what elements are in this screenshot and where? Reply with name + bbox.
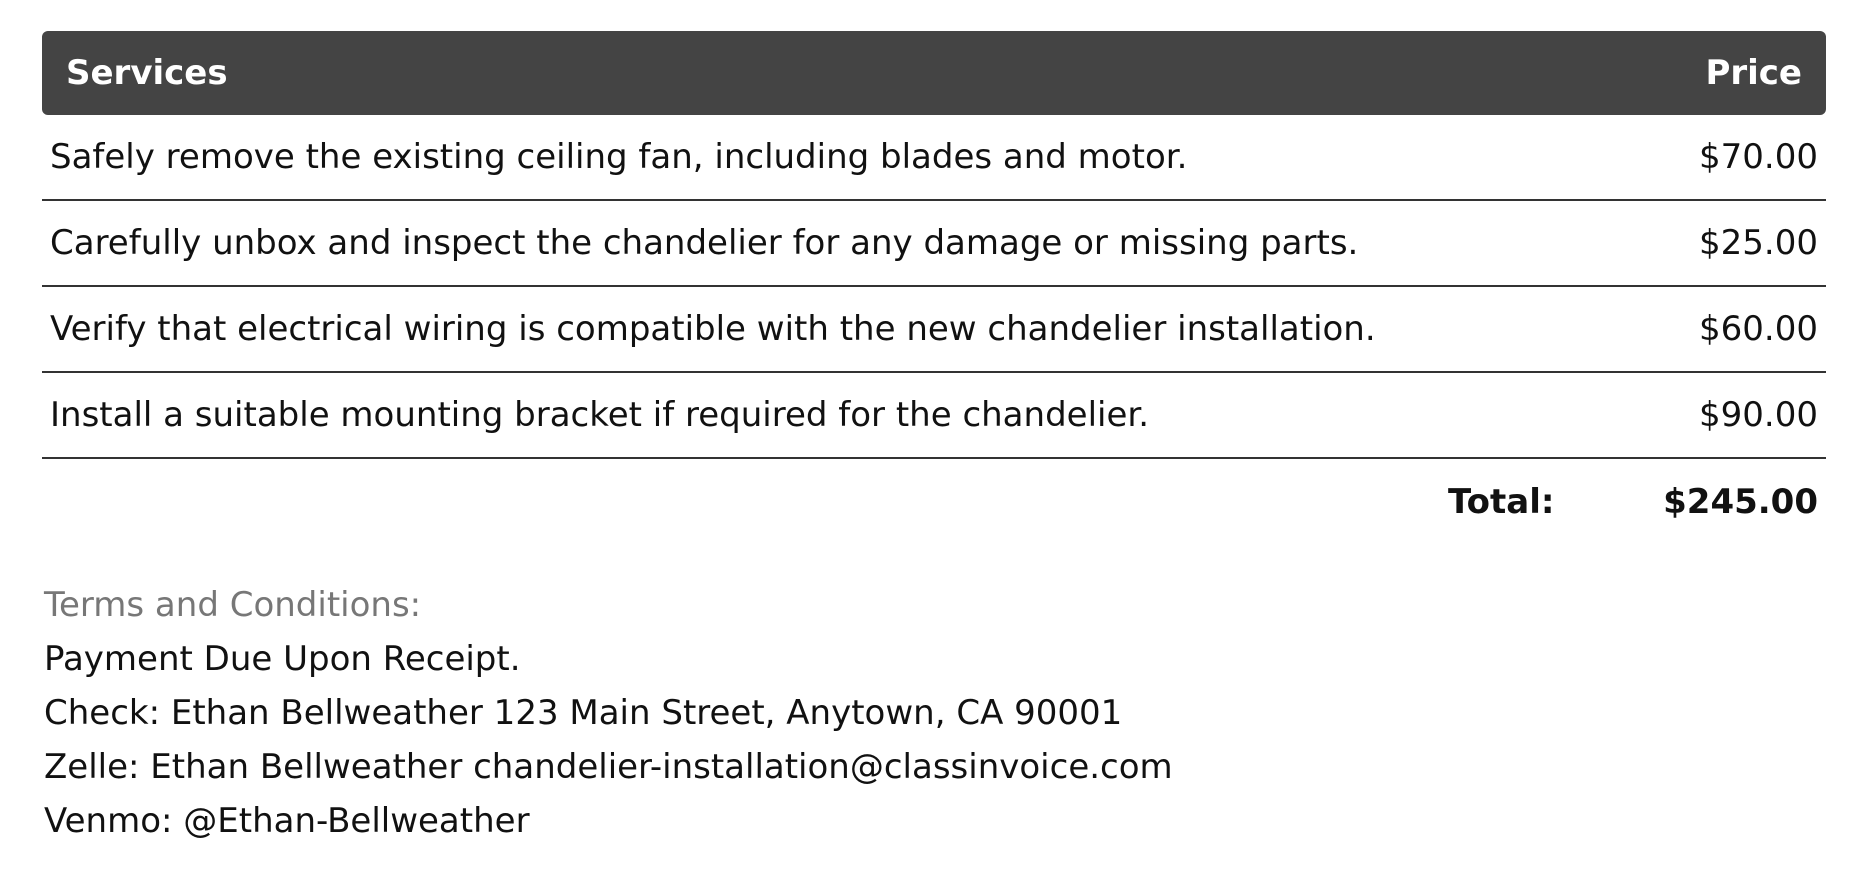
terms-section (44, 578, 1173, 848)
service-price: $70.00 (1699, 137, 1818, 177)
table-row (42, 287, 1826, 373)
table-row (42, 115, 1826, 201)
service-description: Verify that electrical wiring is compatible with the new chandelier installation. (50, 309, 1376, 349)
service-price: $60.00 (1699, 309, 1818, 349)
service-description: Install a suitable mounting bracket if required for the chandelier. (50, 395, 1150, 435)
table-row (42, 373, 1826, 459)
terms-payment-line: Payment Due Upon Receipt. (44, 639, 521, 679)
total-label: Total: (1448, 482, 1555, 522)
service-price: $25.00 (1699, 223, 1818, 263)
total-row (42, 459, 1826, 545)
services-column-header: Services (66, 53, 228, 93)
total-value: $245.00 (1663, 482, 1818, 522)
table-header (42, 31, 1826, 115)
service-description: Safely remove the existing ceiling fan, including blades and motor. (50, 137, 1188, 177)
price-column-header: Price (1705, 53, 1802, 93)
terms-venmo-line: Venmo: @Ethan-Bellweather (44, 801, 530, 841)
terms-check-line: Check: Ethan Bellweather 123 Main Street, Anytown, CA 90001 (44, 693, 1123, 733)
terms-title: Terms and Conditions: (44, 585, 422, 625)
table-row (42, 201, 1826, 287)
service-price: $90.00 (1699, 395, 1818, 435)
terms-zelle-line: Zelle: Ethan Bellweather chandelier-installation@classinvoice.com (44, 747, 1173, 787)
service-description: Carefully unbox and inspect the chandelier for any damage or missing parts. (50, 223, 1359, 263)
services-table (42, 31, 1826, 545)
